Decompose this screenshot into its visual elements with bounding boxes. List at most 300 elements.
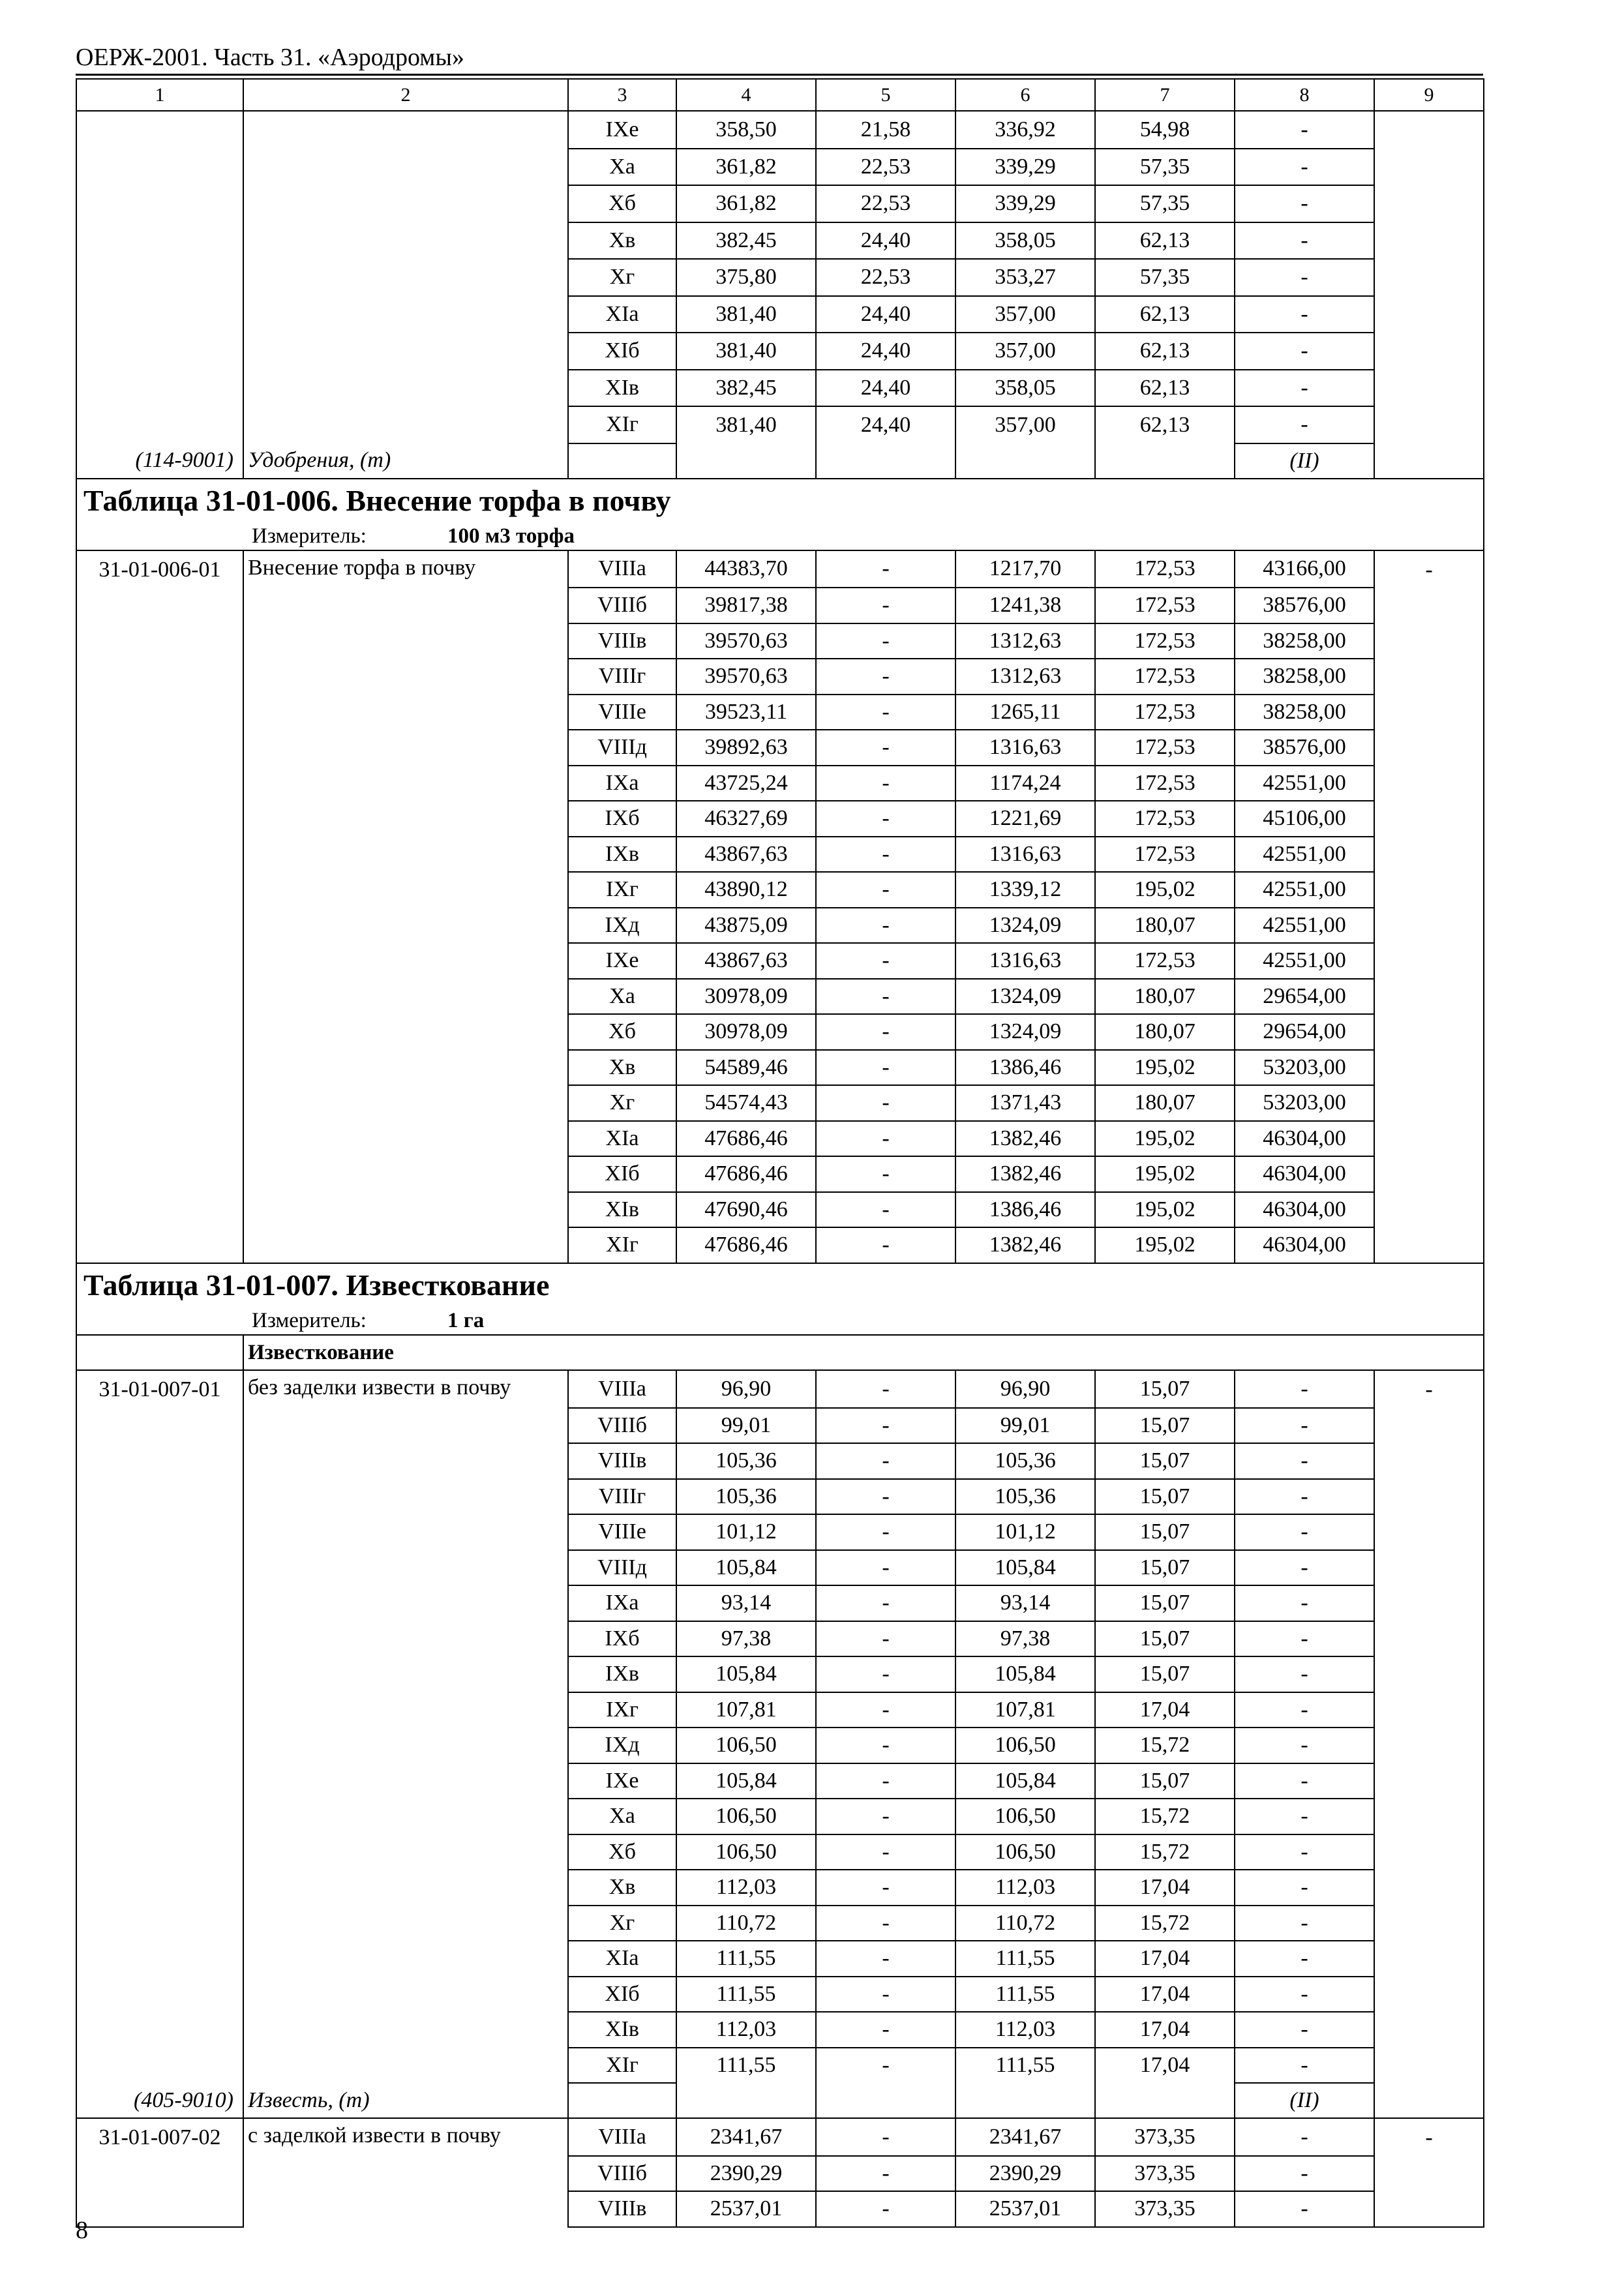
material-cost-cell: - (1235, 1799, 1374, 1834)
rates-table-body (76, 79, 1484, 2227)
empty-cell (1374, 111, 1484, 149)
zone-cell: XIa (568, 1121, 676, 1157)
empty-cell (1374, 1550, 1484, 1586)
empty-cell (1374, 1156, 1484, 1192)
empty-cell (76, 766, 243, 801)
machine-cost-cell: 1324,09 (955, 1014, 1095, 1050)
material-cost-cell: - (1235, 2191, 1374, 2227)
empty-cell (76, 111, 243, 149)
driver-wage-cell: 172,53 (1095, 837, 1235, 873)
driver-wage-cell: 54,98 (1095, 111, 1235, 149)
machine-cost-cell: 105,84 (955, 1763, 1095, 1799)
machine-cost-cell: 1221,69 (955, 801, 1095, 837)
empty-cell (1374, 623, 1484, 659)
zone-cell: VIIIв (568, 623, 676, 659)
driver-wage-cell: 17,04 (1095, 1941, 1235, 1977)
driver-wage-cell: 172,53 (1095, 623, 1235, 659)
empty-cell (1095, 443, 1235, 479)
empty-cell (76, 1192, 243, 1228)
empty-cell (816, 443, 955, 479)
material-cost-cell: - (1235, 1550, 1374, 1586)
material-cost-cell: - (1235, 1763, 1374, 1799)
zone-cell: VIIIг (568, 1479, 676, 1515)
driver-wage-cell: 195,02 (1095, 1050, 1235, 1086)
table-row (76, 1370, 1484, 1408)
total-cost-cell: 2390,29 (676, 2156, 816, 2192)
material-cost-cell: 43166,00 (1235, 550, 1374, 588)
total-cost-cell: 375,80 (676, 259, 816, 296)
material-cost-cell: - (1235, 1834, 1374, 1870)
empty-cell (1374, 766, 1484, 801)
wage-cell: - (816, 588, 955, 623)
total-cost-cell: 107,81 (676, 1692, 816, 1728)
machine-cost-cell: 1382,46 (955, 1121, 1095, 1157)
wage-cell: - (816, 695, 955, 730)
material-cost-cell: 29654,00 (1235, 979, 1374, 1015)
wage-cell: - (816, 1728, 955, 1763)
zone-cell: IXe (568, 1763, 676, 1799)
item-name: с заделкой извести в почву (243, 2118, 568, 2227)
driver-wage-cell: 15,72 (1095, 1728, 1235, 1763)
zone-cell: XIб (568, 1977, 676, 2012)
machine-cost-cell: 111,55 (955, 1941, 1095, 1977)
driver-wage-cell: 62,13 (1095, 333, 1235, 370)
machine-cost-cell: 358,05 (955, 370, 1095, 407)
empty-cell (76, 2191, 243, 2227)
empty-cell (1374, 730, 1484, 766)
total-cost-cell: 105,84 (676, 1656, 816, 1692)
empty-cell (1374, 1656, 1484, 1692)
total-cost-cell: 361,82 (676, 149, 816, 186)
total-cost-cell: 105,36 (676, 1479, 816, 1515)
empty-cell (76, 259, 243, 296)
empty-cell (76, 222, 243, 260)
driver-wage-cell: 180,07 (1095, 1085, 1235, 1121)
wage-cell: - (816, 1121, 955, 1157)
total-cost-cell: 43875,09 (676, 908, 816, 944)
material-cost-cell: - (1235, 1443, 1374, 1479)
material-cost-cell: 29654,00 (1235, 1014, 1374, 1050)
zone-cell: VIIIд (568, 1550, 676, 1586)
total-cost-cell: 111,55 (676, 2048, 816, 2084)
empty-cell (76, 908, 243, 944)
zone-cell: Xв (568, 222, 676, 260)
column-number: 1 (76, 79, 243, 111)
machine-cost-cell: 1316,63 (955, 943, 1095, 979)
empty-cell (76, 837, 243, 873)
material-cost-cell: - (1235, 406, 1374, 443)
zone-cell: Xб (568, 1014, 676, 1050)
empty-cell (1374, 943, 1484, 979)
wage-cell: - (816, 1014, 955, 1050)
empty-cell (1374, 1227, 1484, 1263)
empty-cell (1374, 1834, 1484, 1870)
wage-cell: 24,40 (816, 333, 955, 370)
machine-cost-cell: 99,01 (955, 1408, 1095, 1444)
driver-wage-cell: 15,07 (1095, 1656, 1235, 1692)
machine-cost-cell: 2390,29 (955, 2156, 1095, 2192)
machine-cost-cell: 111,55 (955, 1977, 1095, 2012)
wage-cell: - (816, 1585, 955, 1621)
meter-row (76, 1307, 1484, 1335)
total-cost-cell: 112,03 (676, 1870, 816, 1906)
driver-wage-cell: 17,04 (1095, 2012, 1235, 2048)
empty-cell (243, 111, 568, 149)
machine-cost-cell: 105,84 (955, 1656, 1095, 1692)
wage-cell: - (816, 730, 955, 766)
material-cost-cell: 46304,00 (1235, 1156, 1374, 1192)
machine-cost-cell: 1371,43 (955, 1085, 1095, 1121)
empty-cell (76, 333, 243, 370)
material-cost-cell: - (1235, 1621, 1374, 1657)
driver-wage-cell: 172,53 (1095, 695, 1235, 730)
machine-cost-cell: 93,14 (955, 1585, 1095, 1621)
zone-cell: IXa (568, 1585, 676, 1621)
resource-name: Удобрения, (т) (243, 443, 568, 479)
machine-cost-cell: 1339,12 (955, 872, 1095, 908)
zone-cell: IXг (568, 1692, 676, 1728)
total-cost-cell: 39523,11 (676, 695, 816, 730)
driver-wage-cell: 57,35 (1095, 149, 1235, 186)
resource-code: (114-9001) (76, 443, 243, 479)
driver-wage-cell: 15,72 (1095, 1834, 1235, 1870)
table-row (76, 222, 1484, 260)
driver-wage-cell: 172,53 (1095, 730, 1235, 766)
driver-wage-cell: 15,07 (1095, 1763, 1235, 1799)
total-cost-cell: 358,50 (676, 111, 816, 149)
driver-wage-cell: 172,53 (1095, 588, 1235, 623)
zone-cell: VIIIб (568, 588, 676, 623)
empty-cell (955, 2083, 1095, 2118)
machine-cost-cell: 112,03 (955, 2012, 1095, 2048)
table-row (76, 370, 1484, 407)
wage-cell: - (816, 1621, 955, 1657)
zone-cell: VIIIв (568, 1443, 676, 1479)
driver-wage-cell: 62,13 (1095, 370, 1235, 407)
wage-cell: - (816, 872, 955, 908)
driver-wage-cell: 57,35 (1095, 185, 1235, 222)
item-code: 31-01-007-02 (76, 2118, 243, 2156)
machine-cost-cell: 97,38 (955, 1621, 1095, 1657)
empty-cell (243, 222, 568, 260)
driver-wage-cell: 15,72 (1095, 1799, 1235, 1834)
driver-wage-cell: 15,07 (1095, 1550, 1235, 1586)
total-cost-cell: 361,82 (676, 185, 816, 222)
empty-cell (76, 406, 243, 443)
empty-cell (76, 695, 243, 730)
material-cost-cell: - (1235, 1656, 1374, 1692)
empty-cell (1374, 1728, 1484, 1763)
empty-cell (1374, 296, 1484, 333)
zone-cell: Xa (568, 1799, 676, 1834)
driver-wage-cell: 15,07 (1095, 1621, 1235, 1657)
meter-cell (76, 1307, 1484, 1335)
empty-cell (243, 296, 568, 333)
total-cost-cell: 43890,12 (676, 872, 816, 908)
wage-cell: - (816, 1799, 955, 1834)
table-row (76, 296, 1484, 333)
wage-cell: 24,40 (816, 370, 955, 407)
zone-cell: IXд (568, 1728, 676, 1763)
table-row (76, 149, 1484, 186)
empty-cell (1374, 908, 1484, 944)
machine-cost-cell: 358,05 (955, 222, 1095, 260)
wage-cell: - (816, 1763, 955, 1799)
total-cost-cell: 111,55 (676, 1941, 816, 1977)
wage-cell: - (816, 1156, 955, 1192)
empty-cell (243, 406, 568, 443)
table-row (76, 550, 1484, 588)
zone-cell: XIг (568, 2048, 676, 2084)
zone-cell: Xг (568, 1085, 676, 1121)
empty-cell (1374, 1014, 1484, 1050)
empty-cell (76, 1763, 243, 1799)
total-cost-cell: 43867,63 (676, 837, 816, 873)
empty-cell (76, 1227, 243, 1263)
zone-cell: XIa (568, 296, 676, 333)
zone-cell: VIIIб (568, 2156, 676, 2192)
driver-wage-cell: 62,13 (1095, 296, 1235, 333)
machine-cost-cell: 1324,09 (955, 908, 1095, 944)
material-cost-cell: - (1235, 111, 1374, 149)
empty-cell (1374, 1906, 1484, 1941)
empty-cell (676, 2083, 816, 2118)
material-cost-cell: 38258,00 (1235, 695, 1374, 730)
total-cost-cell: 382,45 (676, 222, 816, 260)
material-cost-cell: 53203,00 (1235, 1050, 1374, 1086)
total-cost-cell: 39570,63 (676, 659, 816, 695)
driver-wage-cell: 15,07 (1095, 1479, 1235, 1515)
empty-cell (1374, 1799, 1484, 1834)
empty-cell (243, 370, 568, 407)
material-cost-cell: 53203,00 (1235, 1085, 1374, 1121)
wage-cell: - (816, 2012, 955, 2048)
empty-cell (76, 1443, 243, 1479)
total-cost-cell: 105,84 (676, 1763, 816, 1799)
machine-cost-cell: 111,55 (955, 2048, 1095, 2084)
driver-wage-cell: 172,53 (1095, 943, 1235, 979)
total-cost-cell: 381,40 (676, 296, 816, 333)
machine-cost-cell: 105,36 (955, 1443, 1095, 1479)
zone-cell: XIб (568, 1156, 676, 1192)
wage-cell: - (816, 979, 955, 1015)
empty-cell (676, 443, 816, 479)
machine-cost-cell: 106,50 (955, 1834, 1095, 1870)
driver-wage-cell: 373,35 (1095, 2156, 1235, 2192)
material-cost-cell: - (1235, 185, 1374, 222)
wage-cell: - (816, 1692, 955, 1728)
zone-cell: VIIIe (568, 695, 676, 730)
wage-cell: 21,58 (816, 111, 955, 149)
zone-cell: Xг (568, 259, 676, 296)
empty-cell (1374, 1763, 1484, 1799)
wage-cell: - (816, 1192, 955, 1228)
wage-cell: - (816, 659, 955, 695)
rates-table (76, 78, 1484, 2228)
empty-cell (76, 943, 243, 979)
zone-cell: IXб (568, 1621, 676, 1657)
empty-cell (1374, 2048, 1484, 2084)
empty-cell (76, 1941, 243, 1977)
total-cost-cell: 43867,63 (676, 943, 816, 979)
empty-cell (76, 1479, 243, 1515)
material-cost-cell: - (1235, 1728, 1374, 1763)
empty-cell (1374, 1121, 1484, 1157)
material-cost-cell: - (1235, 1977, 1374, 2012)
empty-cell (1374, 333, 1484, 370)
empty-cell (1374, 259, 1484, 296)
zone-cell: IXб (568, 801, 676, 837)
empty-cell (76, 1692, 243, 1728)
empty-cell (1374, 370, 1484, 407)
empty-cell (76, 296, 243, 333)
machine-cost-cell: 1316,63 (955, 837, 1095, 873)
empty-cell (1374, 2156, 1484, 2192)
material-cost-cell: 38258,00 (1235, 623, 1374, 659)
wage-cell: 24,40 (816, 406, 955, 443)
empty-cell (1374, 1977, 1484, 2012)
meter-cell (76, 522, 1484, 550)
wage-cell: - (816, 1479, 955, 1515)
material-cost-cell: - (1235, 333, 1374, 370)
wage-cell: - (816, 2118, 955, 2156)
empty-cell (76, 1408, 243, 1444)
empty-cell (1374, 2191, 1484, 2227)
empty-cell (76, 1550, 243, 1586)
machine-cost-cell: 112,03 (955, 1870, 1095, 1906)
wage-cell: 22,53 (816, 259, 955, 296)
material-cost-cell: - (1235, 1906, 1374, 1941)
material-cost-cell: 42551,00 (1235, 872, 1374, 908)
page-number: 8 (76, 2217, 88, 2244)
item-name: Внесение торфа в почву (243, 550, 568, 1263)
machine-cost-cell: 339,29 (955, 149, 1095, 186)
empty-cell (1374, 1941, 1484, 1977)
meter-row (76, 522, 1484, 550)
column-number: 3 (568, 79, 676, 111)
empty-cell (1374, 1408, 1484, 1444)
material-cost-cell: - (1235, 149, 1374, 186)
machine-cost-cell: 106,50 (955, 1799, 1095, 1834)
zone-cell: XIв (568, 2012, 676, 2048)
machine-cost-cell: 1265,11 (955, 695, 1095, 730)
driver-wage-cell: 195,02 (1095, 1156, 1235, 1192)
empty-cell (76, 1834, 243, 1870)
table-row (76, 333, 1484, 370)
total-cost-cell: 93,14 (676, 1585, 816, 1621)
empty-cell (243, 259, 568, 296)
zone-cell: VIIIa (568, 1370, 676, 1408)
zone-cell: IXг (568, 872, 676, 908)
wage-cell: - (816, 1977, 955, 2012)
zone-cell: XIг (568, 1227, 676, 1263)
driver-wage-cell: 195,02 (1095, 1227, 1235, 1263)
material-cost-cell: - (1235, 2048, 1374, 2084)
resource-class: (II) (1235, 443, 1374, 479)
empty-cell (76, 2156, 243, 2192)
zone-cell: IXe (568, 111, 676, 149)
page-header-title: ОЕРЖ-2001. Часть 31. «Аэродромы» (76, 44, 464, 71)
material-cost-cell: - (1235, 1870, 1374, 1906)
empty-cell (1374, 1585, 1484, 1621)
driver-wage-cell: 180,07 (1095, 908, 1235, 944)
empty-cell (76, 801, 243, 837)
column-number: 5 (816, 79, 955, 111)
material-cost-cell: - (1235, 370, 1374, 407)
wage-cell: - (816, 1941, 955, 1977)
total-cost-cell: 112,03 (676, 2012, 816, 2048)
material-cost-cell: 42551,00 (1235, 908, 1374, 944)
driver-wage-cell: 17,04 (1095, 1870, 1235, 1906)
zone-cell: VIIIa (568, 2118, 676, 2156)
equipment-cost-cell: - (1374, 1370, 1484, 1408)
wage-cell: - (816, 2156, 955, 2192)
empty-cell (76, 1870, 243, 1906)
empty-cell (76, 1656, 243, 1692)
driver-wage-cell: 15,07 (1095, 1514, 1235, 1550)
empty-cell (76, 659, 243, 695)
zone-cell: XIa (568, 1941, 676, 1977)
empty-cell (1374, 979, 1484, 1015)
table-row (76, 259, 1484, 296)
driver-wage-cell: 195,02 (1095, 1192, 1235, 1228)
empty-cell (816, 2083, 955, 2118)
wage-cell: 24,40 (816, 222, 955, 260)
zone-cell: IXв (568, 1656, 676, 1692)
material-cost-cell: 38258,00 (1235, 659, 1374, 695)
total-cost-cell: 30978,09 (676, 1014, 816, 1050)
wage-cell: - (816, 1408, 955, 1444)
empty-cell (1374, 185, 1484, 222)
material-cost-cell: - (1235, 1479, 1374, 1515)
column-number: 4 (676, 79, 816, 111)
empty-cell (1374, 1479, 1484, 1515)
driver-wage-cell: 180,07 (1095, 1014, 1235, 1050)
zone-cell: IXe (568, 943, 676, 979)
empty-cell (1095, 2083, 1235, 2118)
driver-wage-cell: 15,72 (1095, 1906, 1235, 1941)
zone-cell: VIIIд (568, 730, 676, 766)
driver-wage-cell: 62,13 (1095, 406, 1235, 443)
empty-cell (76, 1050, 243, 1086)
wage-cell: - (816, 837, 955, 873)
driver-wage-cell: 172,53 (1095, 801, 1235, 837)
driver-wage-cell: 17,04 (1095, 2048, 1235, 2084)
machine-cost-cell: 2537,01 (955, 2191, 1095, 2227)
total-cost-cell: 106,50 (676, 1728, 816, 1763)
empty-cell (76, 1014, 243, 1050)
machine-cost-cell: 357,00 (955, 333, 1095, 370)
driver-wage-cell: 195,02 (1095, 872, 1235, 908)
machine-cost-cell: 105,36 (955, 1479, 1095, 1515)
meter-label: Измеритель: (252, 524, 367, 548)
empty-cell (76, 1514, 243, 1550)
total-cost-cell: 39570,63 (676, 623, 816, 659)
item-code: 31-01-006-01 (76, 550, 243, 588)
empty-cell (76, 623, 243, 659)
total-cost-cell: 97,38 (676, 1621, 816, 1657)
total-cost-cell: 106,50 (676, 1834, 816, 1870)
resource-code: (405-9010) (76, 2083, 243, 2118)
empty-cell (76, 1585, 243, 1621)
driver-wage-cell: 172,53 (1095, 659, 1235, 695)
total-cost-cell: 382,45 (676, 370, 816, 407)
empty-cell (1374, 695, 1484, 730)
wage-cell: - (816, 1656, 955, 1692)
machine-cost-cell: 1241,38 (955, 588, 1095, 623)
driver-wage-cell: 17,04 (1095, 1977, 1235, 2012)
machine-cost-cell: 339,29 (955, 185, 1095, 222)
